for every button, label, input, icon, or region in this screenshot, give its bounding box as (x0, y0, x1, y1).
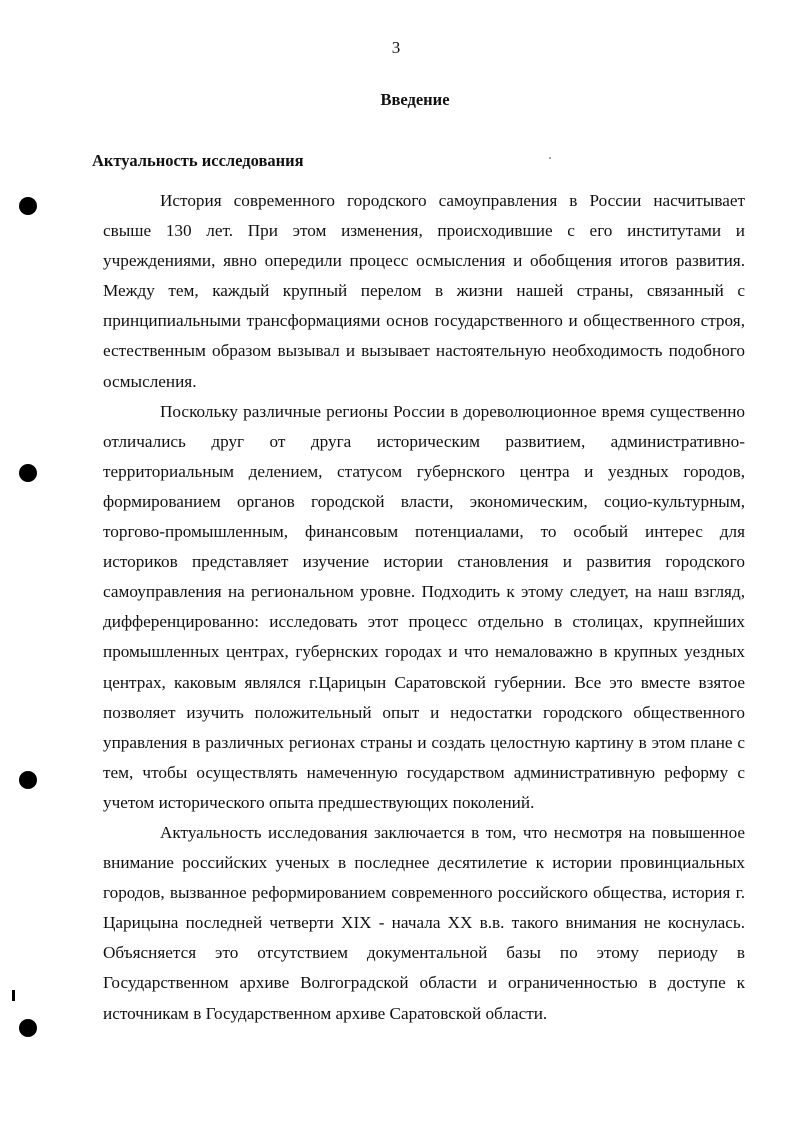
paragraph-2: Поскольку различные регионы России в дореволюционное время существенно отличались друг от друга историческим развитием, административно-территориальным делением, статусом губернского центра и уездных городов, формированием органов городской власти, экономическим, социо-культурным, торгово-промышленным, финансовым потенциалами, то особый интерес для историков представляет изучение истории становления и развития городского самоуправления на региональном уровне. Подходить к этому следует, на наш взгляд, дифференцированно: исследовать этот процесс отдельно в столицах, крупнейших промышленных центрах, губернских городах и что немаловажно в крупных уездных центрах, каковым являлся г.Царицын Саратовской губернии. Все это вместе взятое позволяет изучить положительный опыт и недостатки городского общественного управления в различных регионах страны и создать целостную картину в этом плане с тем, чтобы осуществлять намеченную государством административную реформу с учетом исторического опыта предшествующих поколений. (103, 401, 745, 812)
page-title: Введение (380, 90, 450, 109)
scan-speck (549, 157, 551, 159)
binding-hole-1 (19, 197, 37, 215)
binding-hole-4 (19, 1019, 37, 1037)
section-heading: Актуальность исследования (92, 151, 304, 170)
body-text (103, 186, 745, 1029)
binding-hole-3 (19, 771, 37, 789)
page-number: 3 (391, 38, 401, 57)
paragraph-1: История современного городского самоуправления в России насчитывает свыше 130 лет. При этом изменения, происходившие с его институтами и учреждениями, явно опередили процесс осмысления и обобщения итогов развития. Между тем, каждый крупный перелом в жизни нашей страны, связанный с принципиальными трансформациями основ государственного и общественного строя, естественным образом вызывал и вызывает настоятельную необходимость подобного осмысления. (103, 191, 745, 391)
paragraph-3: Актуальность исследования заключается в том, что несмотря на повышенное внимание российских ученых в последнее десятилетие к истории провинциальных городов, вызванное реформированием современного российского общества, история г. Царицына последней четверти XIX - начала XX в.в. такого внимания не коснулась. Объясняется это отсутствием документальной базы по этому периоду в Государственном архиве Волгоградской области и ограниченностью в доступе к источникам в Государственном архиве Саратовской области. (103, 822, 745, 1023)
scan-mark (12, 990, 15, 1001)
binding-hole-2 (19, 464, 37, 482)
